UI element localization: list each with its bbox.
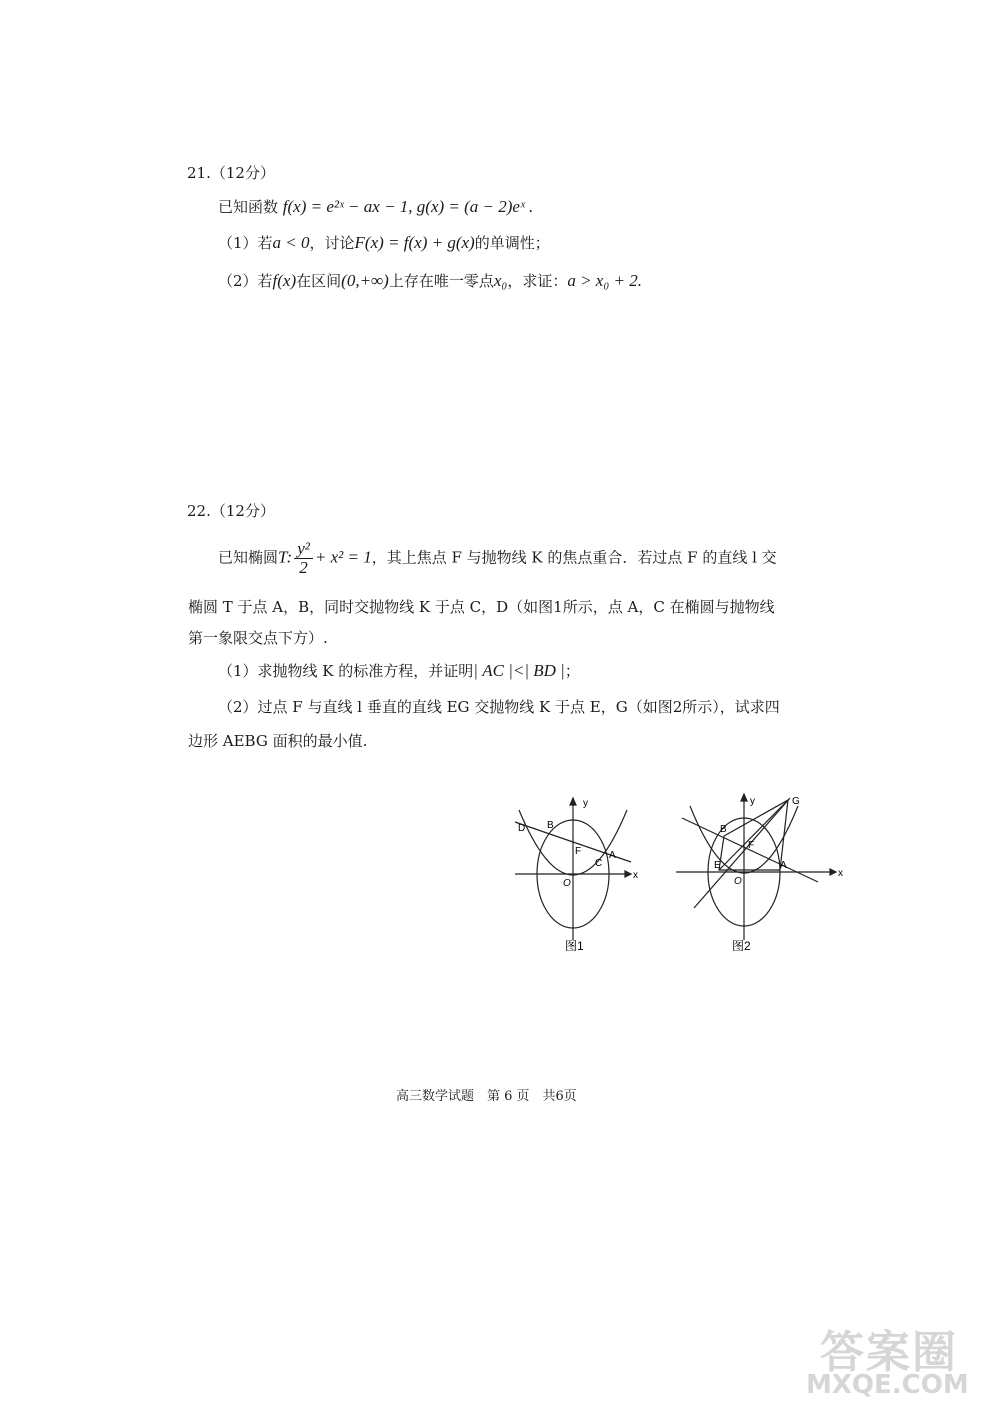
- fig1-label-C: C: [595, 858, 603, 869]
- fig1-label-F: F: [575, 846, 582, 857]
- fig2-label-O: O: [734, 876, 742, 887]
- fig1-label-B: B: [547, 820, 554, 831]
- q21-part1: [218, 232, 550, 253]
- q22-fraction-den: 2: [299, 558, 308, 577]
- fig2-label-F: F: [748, 840, 755, 851]
- q22-part1: [218, 660, 580, 681]
- figure-2: [668, 784, 848, 960]
- q21-part2-lead: （2）若: [218, 272, 273, 290]
- q22-fraction-num: y²: [294, 540, 313, 559]
- q21-part1-func: F(x) = f(x) + g(x): [354, 233, 475, 252]
- q22-part1-lead: （1）求抛物线 K 的标准方程，并证明: [218, 662, 474, 680]
- q21-part2-x0: x₀: [493, 271, 508, 290]
- q22-part2-line2: 边形 AEBG 面积的最小值.: [188, 732, 368, 750]
- q22-header: 22.（12分）: [187, 502, 275, 520]
- q22-part1-formula: | AC |<| BD |: [473, 661, 565, 680]
- watermark-logo: 答案圈: [820, 1327, 958, 1378]
- q21-part2-mid2: 上存在唯一零点: [388, 272, 494, 290]
- q21-stem: [218, 196, 533, 217]
- q22-line2: 椭圆 T 于点 A，B，同时交抛物线 K 于点 C，D（如图1所示，点 A，C 在椭圆与抛物线: [188, 598, 775, 616]
- fig2-label-G: G: [792, 796, 800, 807]
- fig2-diagonal: [719, 800, 788, 870]
- q21-stem-formula: f(x) = e²ˣ − ax − 1, g(x) = (a − 2)eˣ .: [282, 197, 534, 216]
- q21-stem-lead: 已知函数: [218, 198, 279, 216]
- q22-fraction: [294, 540, 313, 577]
- q21-part2-fx: f(x): [272, 271, 297, 290]
- fig1-label-x: x: [633, 870, 638, 881]
- fig2-line-eg: [694, 798, 790, 908]
- q21-part2: [218, 270, 642, 291]
- q21-header: 21.（12分）: [187, 164, 275, 182]
- q21-part2-mid3: ，求证：: [507, 272, 568, 290]
- fig1-y-arrow: [570, 798, 576, 805]
- q22-line1-formula: + x² = 1: [314, 547, 372, 567]
- watermark-url: MXQE.COM: [806, 1370, 969, 1400]
- fig1-label-y: y: [583, 798, 588, 809]
- fig1-label-D: D: [518, 823, 526, 834]
- q21-part2-claim: a > x₀ + 2.: [567, 271, 642, 290]
- q22-line1-tail: ，其上焦点 F 与抛物线 K 的焦点重合．若过点 F 的直线 l 交: [371, 548, 777, 567]
- fig2-x-arrow: [830, 869, 836, 875]
- fig2-caption: 图2: [732, 939, 751, 953]
- q21-part1-lead: （1）若: [218, 234, 273, 252]
- q22-ellipse-name: T:: [278, 547, 293, 567]
- fig1-x-arrow: [625, 871, 631, 877]
- fig1-caption: 图1: [565, 939, 584, 953]
- q21-part1-cond: a < 0: [272, 233, 310, 252]
- q22-line1: [218, 540, 777, 577]
- fig2-label-B: B: [720, 824, 727, 835]
- q22-line1-lead: 已知椭圆: [218, 548, 279, 567]
- q22-part1-tail: ；: [564, 662, 580, 680]
- page-footer: 高三数学试题 第 6 页 共6页: [396, 1089, 577, 1104]
- fig2-label-A: A: [780, 860, 787, 871]
- fig1-label-A: A: [609, 850, 616, 861]
- fig2-label-E: E: [714, 860, 721, 871]
- q21-part2-mid1: 在区间: [296, 272, 342, 290]
- fig2-label-x: x: [838, 868, 843, 879]
- fig2-label-y: y: [750, 796, 755, 807]
- fig1-label-O: O: [563, 878, 571, 889]
- fig2-y-arrow: [741, 794, 747, 801]
- figure-1: [505, 790, 645, 960]
- q21-part1-tail: 的单调性；: [474, 234, 550, 252]
- q22-line3: 第一象限交点下方）.: [188, 629, 328, 647]
- q21-part1-mid: ，讨论: [309, 234, 355, 252]
- q21-part2-interval: (0,+∞): [341, 271, 389, 290]
- q22-part2-line1: （2）过点 F 与直线 l 垂直的直线 EG 交抛物线 K 于点 E，G（如图2所示），试求四: [218, 698, 780, 716]
